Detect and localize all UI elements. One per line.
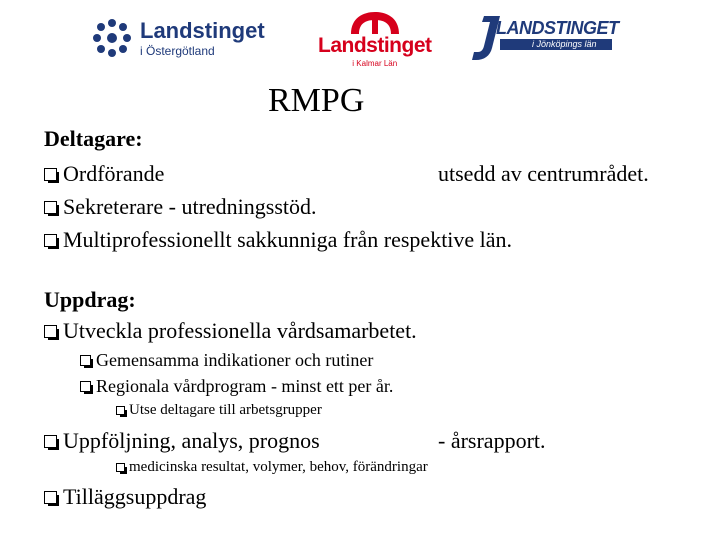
sub-item-regionala [80, 376, 393, 397]
checkbox-bullet-icon [44, 325, 57, 338]
ordforande-text: utsedd av centrumrådet. [438, 161, 649, 186]
checkbox-bullet-icon [44, 201, 57, 214]
logo-ostergotland-name: Landstinget [140, 17, 265, 43]
deltagare-heading: Deltagare: [44, 126, 143, 151]
sekreterare-text: Sekreterare - utredningsstöd. [63, 194, 317, 219]
ostergotland-emblem-icon [92, 18, 132, 58]
ordforande-label: Ordförande [63, 161, 165, 186]
list-item-tillaggsuppdrag [44, 484, 206, 510]
checkbox-bullet-icon [44, 435, 57, 448]
checkbox-bullet-icon [44, 234, 57, 247]
list-item-utveckla [44, 318, 417, 344]
uppfoljning-text: Uppföljning, analys, prognos [63, 428, 320, 453]
logo-jonkoping [470, 14, 618, 62]
logo-jonkoping-name: LANDSTINGET [496, 18, 619, 38]
logo-kalmar-sub: i Kalmar Län [352, 59, 398, 68]
regionala-text: Regionala vårdprogram - minst ett per år. [96, 376, 394, 396]
tillaggsuppdrag-text: Tilläggsuppdrag [63, 484, 207, 509]
uppdrag-heading: Uppdrag: [44, 287, 136, 312]
logo-ostergotland-sub: i Östergötland [140, 43, 215, 58]
slide-title: RMPG [268, 82, 365, 119]
logo-kalmar-name: Landstinget [318, 34, 432, 57]
utse-text: Utse deltagare till arbetsgrupper [129, 402, 322, 418]
ordforande-description [438, 161, 649, 187]
logo-kalmar [318, 8, 432, 70]
sub-item-medicinska [116, 459, 428, 476]
list-item-uppfoljning [44, 428, 320, 454]
medicinska-text: medicinska resultat, volymer, behov, förändringar [129, 459, 428, 475]
sub-item-utse [116, 402, 322, 419]
uppfoljning-description [438, 428, 546, 454]
multiprofessionellt-text: Multiprofessionellt sakkunniga från respektive län. [63, 227, 513, 252]
kalmar-crown-icon [345, 10, 405, 36]
list-item-sekreterare [44, 194, 317, 220]
utveckla-text: Utveckla professionella vårdsamarbetet. [63, 318, 417, 343]
checkbox-bullet-icon [116, 406, 125, 415]
checkbox-bullet-icon [44, 168, 57, 181]
logo-ostergotland [92, 12, 265, 64]
list-item-multiprofessionellt [44, 227, 512, 253]
checkbox-bullet-icon [80, 381, 91, 392]
arsrapport-text: - årsrapport. [438, 428, 546, 453]
checkbox-bullet-icon [116, 463, 125, 472]
checkbox-bullet-icon [44, 491, 57, 504]
checkbox-bullet-icon [80, 355, 91, 366]
gemensamma-text: Gemensamma indikationer och rutiner [96, 350, 374, 370]
list-item-ordforande [44, 161, 164, 187]
logo-jonkoping-sub: i Jönköpings län [532, 39, 597, 49]
sub-item-gemensamma [80, 350, 373, 371]
